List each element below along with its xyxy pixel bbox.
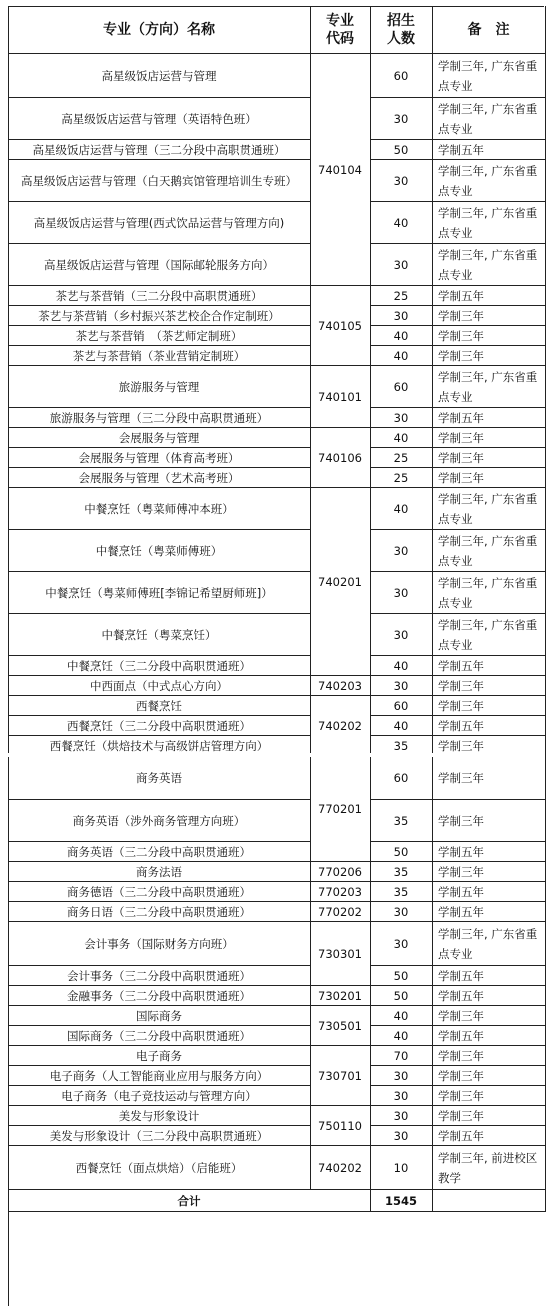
program-code: 730201 <box>310 986 371 1006</box>
row-count: 30 <box>370 306 433 326</box>
row-count: 30 <box>370 1106 433 1126</box>
row-remark: 学制五年 <box>432 902 546 922</box>
row-count: 40 <box>370 428 433 448</box>
row-count: 35 <box>370 800 433 842</box>
row-count: 40 <box>370 1026 433 1046</box>
program-code: 740106 <box>310 428 371 488</box>
row-remark: 学制三年 <box>432 346 546 366</box>
row-name: 商务英语（三二分段中高职贯通班） <box>8 842 311 862</box>
row-name: 中餐烹饪（粤菜烹饪） <box>8 614 311 656</box>
row-remark: 学制三年, 广东省重点专业 <box>432 614 546 656</box>
row-remark: 学制五年 <box>432 286 546 306</box>
row-name: 会展服务与管理 <box>8 428 311 448</box>
row-name: 电子商务（电子竞技运动与管理方向） <box>8 1086 311 1106</box>
program-code: 740101 <box>310 366 371 428</box>
row-remark: 学制五年 <box>432 140 546 160</box>
row-name: 茶艺与茶营销（三二分段中高职贯通班） <box>8 286 311 306</box>
row-count: 70 <box>370 1046 433 1066</box>
row-count: 25 <box>370 286 433 306</box>
row-count: 40 <box>370 202 433 244</box>
row-name: 金融事务（三二分段中高职贯通班） <box>8 986 311 1006</box>
row-name: 西餐烹饪（三二分段中高职贯通班） <box>8 716 311 736</box>
program-code: 770206 <box>310 862 371 882</box>
row-count: 60 <box>370 366 433 408</box>
program-code: 770202 <box>310 902 371 922</box>
row-count: 10 <box>370 1146 433 1190</box>
row-name: 茶艺与茶营销 （茶艺师定制班） <box>8 326 311 346</box>
row-name: 高星级饭店运营与管理(西式饮品运营与管理方向) <box>8 202 311 244</box>
row-count: 40 <box>370 488 433 530</box>
program-code: 740105 <box>310 286 371 366</box>
row-count: 30 <box>370 1126 433 1146</box>
row-count: 30 <box>370 408 433 428</box>
row-name: 茶艺与茶营销（茶业营销定制班） <box>8 346 311 366</box>
program-code: 770201 <box>310 756 371 862</box>
row-name: 美发与形象设计 <box>8 1106 311 1126</box>
row-remark: 学制三年 <box>432 1006 546 1026</box>
row-remark: 学制三年 <box>432 1086 546 1106</box>
row-name: 电子商务 <box>8 1046 311 1066</box>
row-count: 35 <box>370 882 433 902</box>
row-name: 国际商务 <box>8 1006 311 1026</box>
row-remark: 学制三年 <box>432 736 546 756</box>
row-count: 35 <box>370 862 433 882</box>
row-name: 会计事务（三二分段中高职贯通班） <box>8 966 311 986</box>
row-count: 35 <box>370 736 433 756</box>
row-count: 50 <box>370 966 433 986</box>
row-remark: 学制三年 <box>432 862 546 882</box>
row-count: 40 <box>370 716 433 736</box>
row-remark: 学制五年 <box>432 716 546 736</box>
row-remark: 学制五年 <box>432 882 546 902</box>
row-count: 50 <box>370 140 433 160</box>
total-label: 合计 <box>8 1190 371 1212</box>
row-count: 60 <box>370 696 433 716</box>
row-remark: 学制三年, 广东省重点专业 <box>432 572 546 614</box>
header-code: 专业 代码 <box>310 6 371 54</box>
row-count: 40 <box>370 1006 433 1026</box>
program-code: 750110 <box>310 1106 371 1146</box>
row-count: 30 <box>370 572 433 614</box>
row-count: 25 <box>370 448 433 468</box>
row-name: 西餐烹饪（面点烘焙）（启能班） <box>8 1146 311 1190</box>
program-code: 730701 <box>310 1046 371 1106</box>
row-remark: 学制三年 <box>432 676 546 696</box>
row-name: 高星级饭店运营与管理（英语特色班） <box>8 98 311 140</box>
program-code: 740203 <box>310 676 371 696</box>
program-code: 740202 <box>310 1146 371 1190</box>
row-count: 30 <box>370 902 433 922</box>
row-count: 60 <box>370 756 433 800</box>
row-remark: 学制五年 <box>432 842 546 862</box>
row-name: 中餐烹饪（粤菜师傅班） <box>8 530 311 572</box>
row-remark: 学制三年, 广东省重点专业 <box>432 530 546 572</box>
total-remark <box>432 1190 546 1212</box>
row-name: 高星级饭店运营与管理（三二分段中高职贯通班） <box>8 140 311 160</box>
row-remark: 学制五年 <box>432 408 546 428</box>
row-name: 商务法语 <box>8 862 311 882</box>
row-count: 40 <box>370 346 433 366</box>
row-remark: 学制三年 <box>432 448 546 468</box>
row-remark: 学制三年, 前进校区教学 <box>432 1146 546 1190</box>
program-code: 740201 <box>310 488 371 676</box>
row-name: 旅游服务与管理 <box>8 366 311 408</box>
row-name: 中餐烹饪（粤菜师傅冲本班） <box>8 488 311 530</box>
row-remark: 学制三年, 广东省重点专业 <box>432 160 546 202</box>
row-name: 商务英语 <box>8 756 311 800</box>
row-remark: 学制三年, 广东省重点专业 <box>432 366 546 408</box>
program-code: 740104 <box>310 54 371 286</box>
row-remark: 学制三年, 广东省重点专业 <box>432 244 546 286</box>
row-remark: 学制三年 <box>432 756 546 800</box>
row-name: 商务日语（三二分段中高职贯通班） <box>8 902 311 922</box>
header-remark: 备 注 <box>432 6 546 54</box>
row-remark: 学制三年 <box>432 800 546 842</box>
row-remark: 学制三年 <box>432 696 546 716</box>
row-remark: 学制三年 <box>432 306 546 326</box>
row-name: 高星级饭店运营与管理（白天鹅宾馆管理培训生专班） <box>8 160 311 202</box>
row-name: 茶艺与茶营销（乡村振兴茶艺校企合作定制班） <box>8 306 311 326</box>
row-count: 50 <box>370 842 433 862</box>
row-name: 会展服务与管理（艺术高考班） <box>8 468 311 488</box>
row-name: 商务德语（三二分段中高职贯通班） <box>8 882 311 902</box>
row-remark: 学制五年 <box>432 1026 546 1046</box>
row-remark: 学制五年 <box>432 656 546 676</box>
program-code: 730501 <box>310 1006 371 1046</box>
row-count: 30 <box>370 530 433 572</box>
row-count: 40 <box>370 326 433 346</box>
total-count: 1545 <box>370 1190 433 1212</box>
program-code: 730301 <box>310 922 371 986</box>
row-count: 40 <box>370 656 433 676</box>
row-name: 会计事务（国际财务方向班） <box>8 922 311 966</box>
row-count: 30 <box>370 244 433 286</box>
program-code: 770203 <box>310 882 371 902</box>
header-name: 专业（方向）名称 <box>8 6 311 54</box>
row-name: 高星级饭店运营与管理 <box>8 54 311 98</box>
row-remark: 学制五年 <box>432 1126 546 1146</box>
header-count: 招生 人数 <box>370 6 433 54</box>
row-remark: 学制三年 <box>432 1106 546 1126</box>
row-name: 中餐烹饪（三二分段中高职贯通班） <box>8 656 311 676</box>
row-remark: 学制三年 <box>432 468 546 488</box>
row-count: 30 <box>370 614 433 656</box>
row-remark: 学制三年 <box>432 428 546 448</box>
row-remark: 学制三年 <box>432 1066 546 1086</box>
row-count: 30 <box>370 676 433 696</box>
row-count: 30 <box>370 160 433 202</box>
row-name: 国际商务（三二分段中高职贯通班） <box>8 1026 311 1046</box>
row-remark: 学制三年, 广东省重点专业 <box>432 202 546 244</box>
row-remark: 学制三年, 广东省重点专业 <box>432 54 546 98</box>
row-remark: 学制三年, 广东省重点专业 <box>432 922 546 966</box>
row-count: 60 <box>370 54 433 98</box>
row-name: 西餐烹饪（烘焙技术与高级饼店管理方向） <box>8 736 311 756</box>
row-remark: 学制三年 <box>432 1046 546 1066</box>
row-count: 30 <box>370 922 433 966</box>
row-count: 50 <box>370 986 433 1006</box>
row-name: 中餐烹饪（粤菜师傅班[李锦记希望厨师班]） <box>8 572 311 614</box>
row-count: 30 <box>370 98 433 140</box>
row-name: 会展服务与管理（体育高考班） <box>8 448 311 468</box>
program-code: 740202 <box>310 696 371 756</box>
row-name: 西餐烹饪 <box>8 696 311 716</box>
row-name: 高星级饭店运营与管理（国际邮轮服务方向） <box>8 244 311 286</box>
row-remark: 学制三年, 广东省重点专业 <box>432 488 546 530</box>
row-count: 30 <box>370 1066 433 1086</box>
row-name: 电子商务（人工智能商业应用与服务方向） <box>8 1066 311 1086</box>
row-name: 商务英语（涉外商务管理方向班） <box>8 800 311 842</box>
row-name: 旅游服务与管理（三二分段中高职贯通班） <box>8 408 311 428</box>
row-remark: 学制五年 <box>432 966 546 986</box>
section-gap <box>8 753 545 757</box>
row-name: 美发与形象设计（三二分段中高职贯通班） <box>8 1126 311 1146</box>
row-remark: 学制三年, 广东省重点专业 <box>432 98 546 140</box>
row-count: 25 <box>370 468 433 488</box>
row-name: 中西面点（中式点心方向） <box>8 676 311 696</box>
row-remark: 学制五年 <box>432 986 546 1006</box>
row-remark: 学制三年 <box>432 326 546 346</box>
row-count: 30 <box>370 1086 433 1106</box>
